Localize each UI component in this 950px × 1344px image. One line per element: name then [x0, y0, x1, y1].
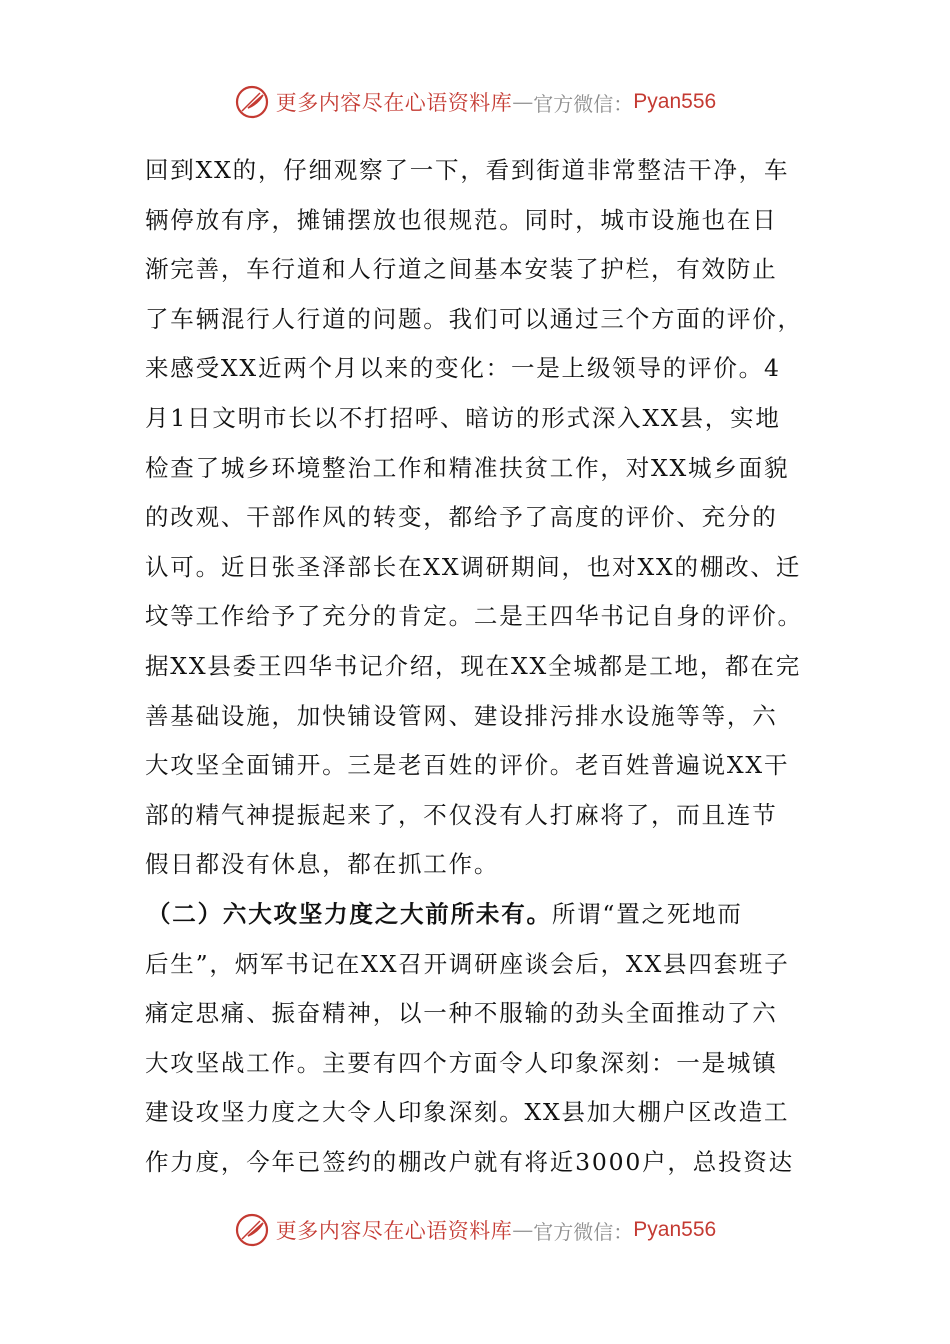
body-line: 的改观、干部作风的转变，都给予了高度的评价、充分的 — [145, 503, 778, 532]
header-brand-text: 更多内容尽在心语资料库 — [275, 91, 513, 115]
footer-wechat-id: Pyan556 — [633, 1218, 717, 1241]
header-wechat-label: 官方微信： — [533, 91, 634, 116]
body-line: 辆停放有序，摊铺摆放也很规范。同时，城市设施也在日 — [145, 205, 778, 234]
body-line: 部的精气神提振起来了，不仅没有人打麻将了，而且连节 — [145, 800, 778, 829]
body-line: 了车辆混行人行道的问题。我们可以通过三个方面的评价， — [145, 304, 803, 333]
body-line: 善基础设施，加快铺设管网、建设排污排水设施等等，六 — [145, 701, 778, 730]
section-2-heading: （二）六大攻坚力度之大前所未有。 — [147, 899, 552, 928]
body-line: 来感受XX近两个月以来的变化：一是上级领导的评价。4 — [145, 354, 781, 383]
body-line: 痛定思痛、振奋精神，以一种不服输的劲头全面推动了六 — [145, 999, 778, 1028]
document-body — [145, 146, 815, 1187]
body-line: 建设攻坚力度之大令人印象深刻。XX县加大棚户区改造工 — [145, 1098, 790, 1127]
body-line: 大攻坚战工作。主要有四个方面令人印象深刻：一是城镇 — [145, 1048, 778, 1077]
body-line: 月1日文明市长以不打招呼、暗访的形式深入XX县，实地 — [145, 403, 781, 432]
header-wechat-id: Pyan556 — [633, 90, 717, 113]
section-2-first-line — [145, 890, 815, 940]
body-line: 坟等工作给予了充分的肯定。二是王四华书记自身的评价。 — [145, 602, 803, 631]
body-line: 认可。近日张圣泽部长在XX调研期间，也对XX的棚改、迁 — [145, 552, 802, 581]
body-line: 假日都没有休息，都在抓工作。 — [145, 850, 500, 879]
body-line: 渐完善，车行道和人行道之间基本安装了护栏，有效防止 — [145, 255, 778, 284]
body-line: 大攻坚全面铺开。三是老百姓的评价。老百姓普遍说XX干 — [145, 751, 790, 780]
body-line: 作力度，今年已签约的棚改户就有将近3000户，总投资达 — [145, 1147, 794, 1176]
body-line: 据XX县委王四华书记介绍，现在XX全城都是工地，都在完 — [145, 651, 802, 680]
footer-brand-text: 更多内容尽在心语资料库 — [275, 1219, 513, 1243]
footer-separator: — — [512, 1218, 534, 1242]
quill-logo-icon — [234, 1212, 270, 1248]
section-2-text: 所谓“置之死地而 — [551, 899, 743, 928]
body-line: 后生”，炳军书记在XX召开调研座谈会后，XX县四套班子 — [145, 949, 790, 978]
footer-watermark-banner — [0, 1208, 950, 1252]
body-line: 检查了城乡环境整治工作和精准扶贫工作，对XX城乡面貌 — [145, 453, 790, 482]
quill-logo-icon — [234, 84, 270, 120]
footer-wechat-label: 官方微信： — [533, 1219, 634, 1244]
header-separator: — — [512, 90, 534, 114]
header-watermark-banner — [0, 80, 950, 124]
body-line: 回到XX的，仔细观察了一下，看到街道非常整洁干净，车 — [145, 156, 790, 184]
